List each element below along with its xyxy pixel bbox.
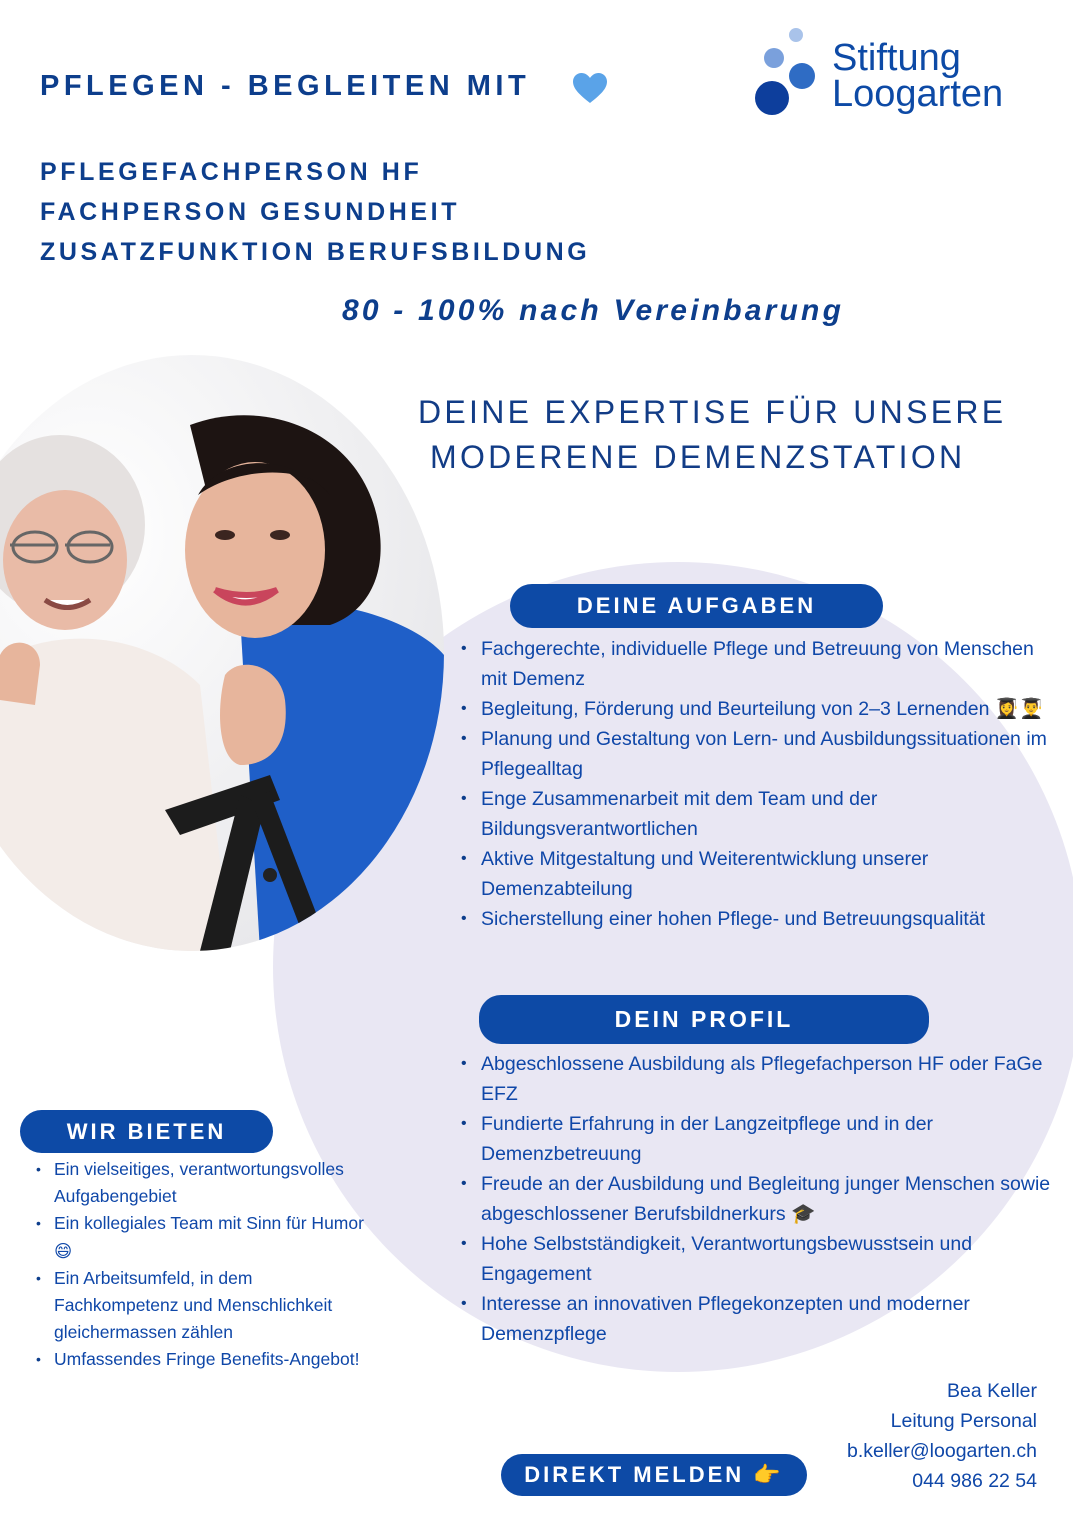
pensum: 80 - 100% nach Vereinbarung bbox=[342, 294, 845, 327]
list-item: • Ein vielseitiges, verantwortungsvolles Aufgabengebiet bbox=[36, 1156, 366, 1210]
contact-email[interactable]: b.keller@loogarten.ch bbox=[847, 1440, 1037, 1462]
list-item: • Planung und Gestaltung von Lern- und Ausbildungssituationen im Pflegealltag bbox=[461, 724, 1061, 784]
list-item: • Fundierte Erfahrung in der Langzeitpflege und in der Demenzbetreuung bbox=[461, 1109, 1061, 1169]
role-titles bbox=[40, 152, 590, 272]
contact-phone[interactable]: 044 986 22 54 bbox=[912, 1470, 1037, 1492]
heart-icon bbox=[572, 72, 608, 104]
list-item: • Hohe Selbstständigkeit, Verantwortungsbewusstsein und Engagement bbox=[461, 1229, 1061, 1289]
tagline-line-2: MODERENE DEMENZSTATION bbox=[430, 439, 966, 475]
caregiver-photo bbox=[0, 355, 444, 951]
tagline bbox=[418, 390, 1006, 480]
contact-role: Leitung Personal bbox=[890, 1410, 1037, 1432]
section-title-aufgaben: DEINE AUFGABEN bbox=[510, 584, 883, 628]
list-item: • Begleitung, Förderung und Beurteilung von 2–3 Lernenden 👩‍🎓👨‍🎓 bbox=[461, 694, 1061, 724]
list-item: • Interesse an innovativen Pflegekonzepten und moderner Demenzpflege bbox=[461, 1289, 1061, 1349]
task-list bbox=[461, 634, 1061, 934]
list-item: • Ein kollegiales Team mit Sinn für Humor 😄 bbox=[36, 1210, 366, 1264]
list-item: • Umfassendes Fringe Benefits-Angebot! bbox=[36, 1346, 366, 1373]
list-item: • Abgeschlossene Ausbildung als Pflegefachperson HF oder FaGe EFZ bbox=[461, 1049, 1061, 1109]
apply-button[interactable]: DIREKT MELDEN 👉 bbox=[501, 1454, 807, 1496]
list-item: • Sicherstellung einer hohen Pflege- und Betreuungsqualität bbox=[461, 904, 1061, 934]
list-item: • Enge Zusammenarbeit mit dem Team und der Bildungsverantwortlichen bbox=[461, 784, 1061, 844]
contact-block bbox=[847, 1376, 1037, 1496]
logo-dots-icon bbox=[750, 24, 830, 124]
section-title-bieten: WIR BIETEN bbox=[20, 1110, 273, 1153]
list-item: • Aktive Mitgestaltung und Weiterentwicklung unserer Demenzabteilung bbox=[461, 844, 1061, 904]
role-title: FACHPERSON GESUNDHEIT bbox=[40, 198, 461, 226]
tagline-line-1: DEINE EXPERTISE FÜR UNSERE bbox=[418, 394, 1007, 430]
contact-name: Bea Keller bbox=[947, 1380, 1037, 1402]
headline: PFLEGEN - BEGLEITEN MIT bbox=[40, 70, 531, 102]
logo-wordmark bbox=[832, 37, 1004, 115]
role-title: PFLEGEFACHPERSON HF bbox=[40, 158, 423, 186]
list-item: • Fachgerechte, individuelle Pflege und Betreuung von Menschen mit Demenz bbox=[461, 634, 1061, 694]
section-title-profil: DEIN PROFIL bbox=[479, 995, 929, 1044]
role-title: ZUSATZFUNKTION BERUFSBILDUNG bbox=[40, 238, 591, 266]
list-item: • Ein Arbeitsumfeld, in dem Fachkompetenz und Menschlichkeit gleichermassen zählen bbox=[36, 1265, 366, 1347]
logo-line-1: Stiftung bbox=[832, 37, 961, 79]
list-item: • Freude an der Ausbildung und Begleitung junger Menschen sowie abgeschlossener Berufsbildnerkurs 🎓 bbox=[461, 1169, 1061, 1229]
logo-line-2: Loogarten bbox=[832, 73, 1004, 115]
offer-list bbox=[36, 1156, 366, 1374]
profile-list bbox=[461, 1049, 1061, 1349]
